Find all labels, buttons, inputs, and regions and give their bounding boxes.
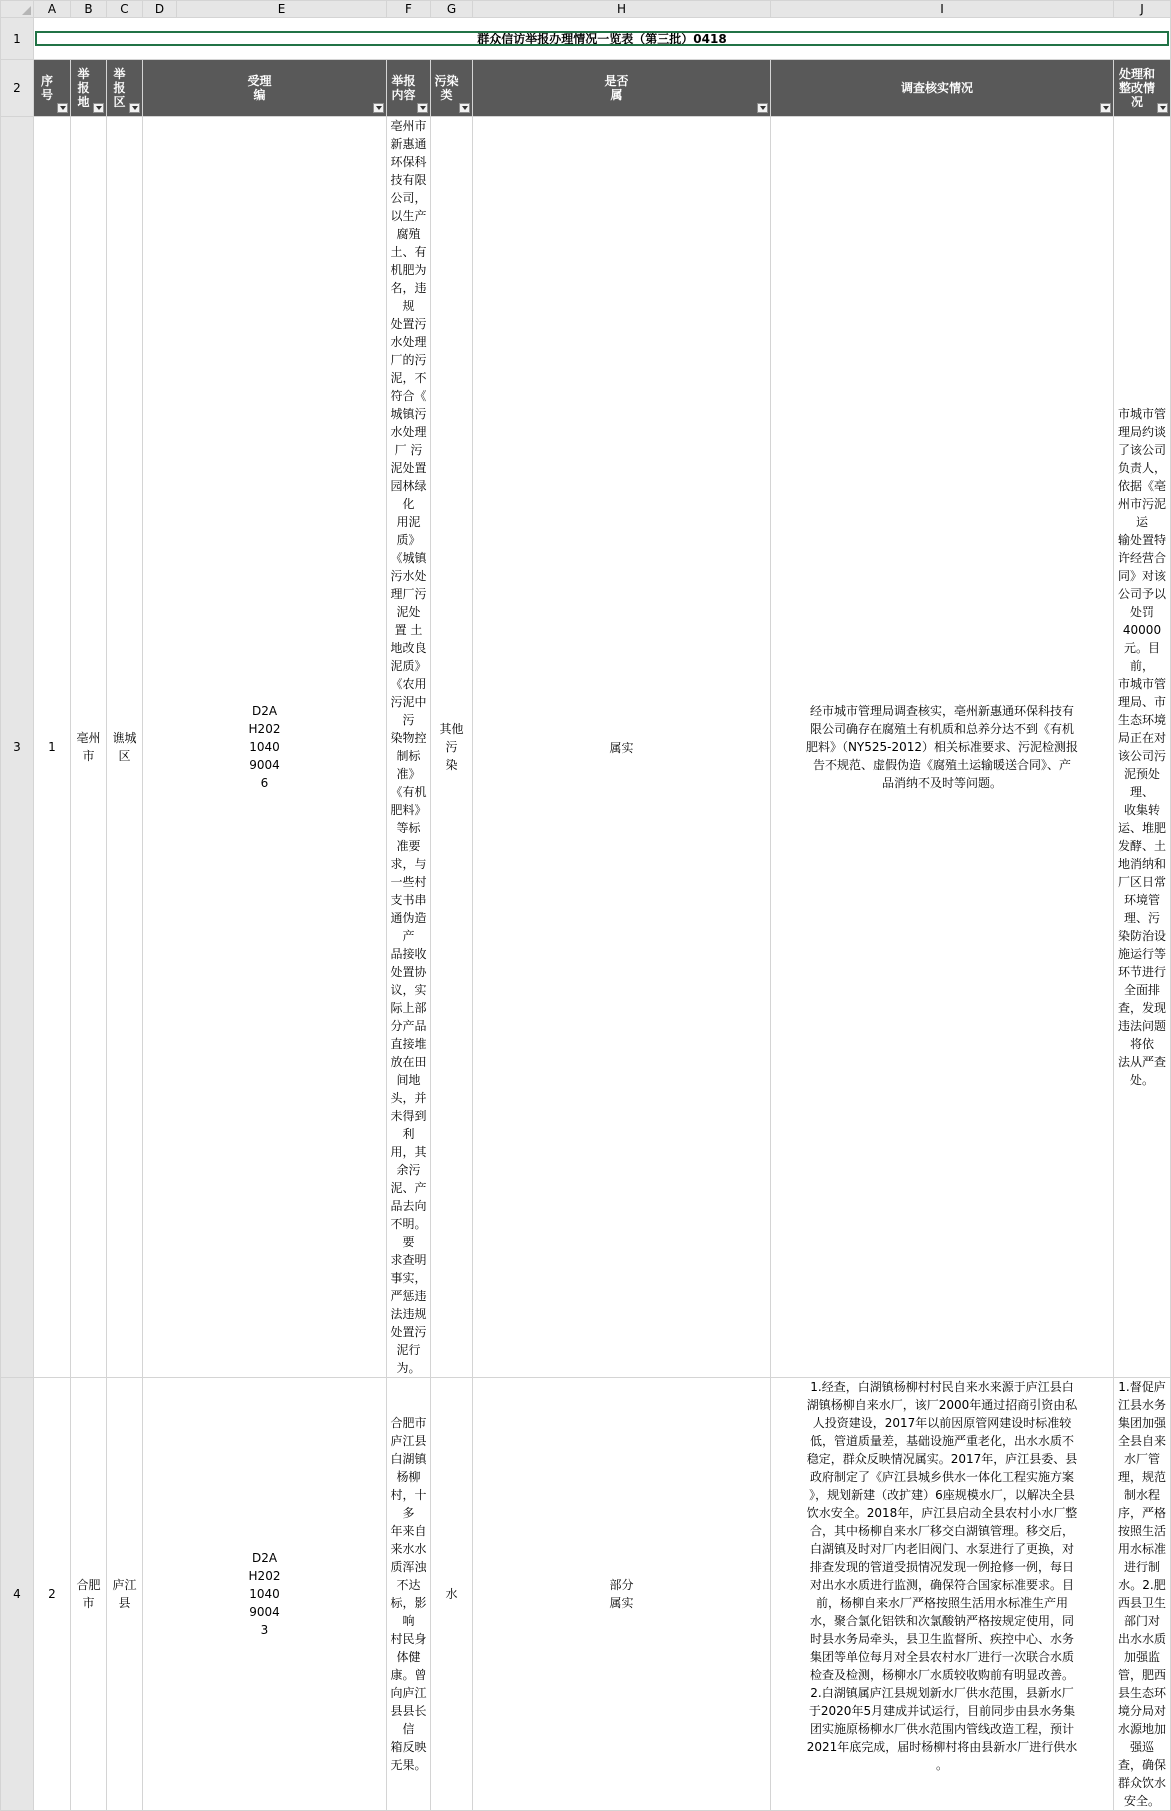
cell-place-text: 合肥 市 xyxy=(76,1578,101,1610)
cell-accept-no[interactable] xyxy=(143,1378,387,1811)
cell-investigation-text: 经市城市管理局调查核实，亳州新惠通环保科技有 限公司确存在腐殖土有机质和总养分达不到《有机 肥料》（NY525-2012）相关标准要求、污泥检测报 告不规范、虚假伪造《腐殖土运输暖送合同》、产 品消纳不及时等问题。 xyxy=(805,704,1079,790)
row-header-4[interactable]: 4 xyxy=(1,1378,34,1811)
row-header-3[interactable]: 3 xyxy=(1,117,34,1378)
cell-investigation[interactable] xyxy=(771,1378,1114,1811)
cell-district-text: 庐江 县 xyxy=(112,1578,137,1610)
column-header-a[interactable]: A xyxy=(34,1,71,18)
header-district[interactable] xyxy=(107,60,143,117)
cell-handling[interactable] xyxy=(1114,1378,1171,1811)
cell-pollution-text: 水 xyxy=(445,1587,458,1601)
cell-handling-text: 市城市管理局约谈了该公司负责人，依据《亳州市污泥运 输处置特许经营合同》对该公司予以处罚40000元。目前， 市城市管理局、市生态环境局正在对该公司污泥预处理、 收集转运、堆肥发酵、土地消纳和厂区日常环境管理、污 染防治设施运行等环节进行全面排查，发现违法问题将依 法从严查处。 xyxy=(1117,407,1166,1087)
cell-district-text: 谯城 区 xyxy=(112,731,137,763)
cell-content-text: 合肥市庐江县白湖镇杨柳村，十多 年来自来水水质浑浊不达标，影响 村民身体健康。曾向庐江县县长信 箱反映无果。 xyxy=(390,1416,427,1772)
row-header-2[interactable]: 2 xyxy=(1,60,34,117)
cell-place[interactable] xyxy=(71,117,107,1378)
cell-investigation-text: 1.经查，白湖镇杨柳村村民自来水来源于庐江县白 湖镇杨柳自来水厂，该厂2000年通过招商引资由私 人投资建设，2017年以前因原管网建设时标准较 低，管道质量差，基础设施严重老化，出水水质不 稳定，群众反映情况属实。2017年，庐江县委、县 政府制定了《庐江县城乡供水一体化工程实施方案 》，规划新建（改扩建）6座规模水厂，以解决全县 饮水安全。2018年，庐江县启动全县农村小水厂整 合，其中杨柳自来水厂移交白湖镇管理。移交后， 白湖镇及时对厂内老旧阀门、水泵进行了更换，对 排查发现的管道受损情况发现一例抢修一例，每日 对出水水质进行监测，确保符合国家标准要求。目 前，杨柳自来水厂严格按照生活用水标准生产用 水，聚合氯化铝铁和次氯酸钠严格按规定使用，同 时县水务局牵头，县卫生监督所、疾控中心、水务 集团等单位每月对全县农村水厂进行一次联合水质 检查及检测，杨柳水厂水质较收购前有明显改善。 2.白湖镇属庐江县规划新水厂供水范围，县新水厂 于2020年5月建成并试运行，目前同步由县水务集 团实施原杨柳水厂供水范围内管线改造工程，预计 2021年底完成，届时杨柳村将由县新水厂进行供水 。 xyxy=(806,1380,1078,1772)
header-investigation-label: 调查核实情况 xyxy=(900,81,973,95)
cell-pollution-text: 其他污 染 xyxy=(439,722,464,772)
title-cell[interactable] xyxy=(34,18,1171,60)
select-all-corner[interactable] xyxy=(1,1,34,18)
cell-district[interactable] xyxy=(107,1378,143,1811)
header-seq[interactable] xyxy=(34,60,71,117)
cell-accept-no-text: D2A H202 1040 9004 6 xyxy=(248,704,281,790)
cell-content[interactable] xyxy=(387,117,431,1378)
header-place-label: 举报 地 xyxy=(77,67,90,109)
column-header-g[interactable]: G xyxy=(431,1,473,18)
filter-dropdown-icon[interactable] xyxy=(1157,103,1168,113)
cell-accept-no[interactable] xyxy=(143,117,387,1378)
header-handling-label: 处理和整改情况 xyxy=(1118,67,1155,109)
table-row xyxy=(1,1378,1171,1811)
filter-dropdown-icon[interactable] xyxy=(1100,103,1111,113)
cell-place-text: 亳州 市 xyxy=(76,731,101,763)
column-header-e[interactable]: E xyxy=(177,1,387,18)
filter-dropdown-icon[interactable] xyxy=(57,103,68,113)
header-accept-no[interactable] xyxy=(143,60,387,117)
cell-seq[interactable]: 2 xyxy=(34,1378,71,1811)
filter-dropdown-icon[interactable] xyxy=(757,103,768,113)
cell-pollution[interactable] xyxy=(431,117,473,1378)
table-row xyxy=(1,117,1171,1378)
cell-handling[interactable] xyxy=(1114,117,1171,1378)
cell-content[interactable] xyxy=(387,1378,431,1811)
title-row xyxy=(1,18,1171,60)
header-content-label: 举报内容 xyxy=(391,74,416,102)
cell-pollution[interactable] xyxy=(431,1378,473,1811)
column-header-i[interactable]: I xyxy=(771,1,1114,18)
cell-content-text: 亳州市新惠通环保科技有限公司， 以生产腐殖土、有机肥为名，违规 处置污水处理厂的污泥，不符合《 城镇污水处理厂 污泥处置 园林绿化 用泥质》《城镇污水处理厂污泥处 置 土地改良泥质》《农用污泥中污 染物控制标准》《有机肥料》等标 准要求，与一些村支书串通伪造产 品接收处置协议，实际上部分产品 直接堆放在田间地头，并未得到利 用，其余污泥、产品去向不明。要 求查明事实，严惩违法违规处置污 泥行为。 xyxy=(390,119,427,1375)
column-header-d[interactable]: D xyxy=(143,1,177,18)
header-accept-no-label: 受理 编 xyxy=(247,74,272,102)
header-true-flag[interactable] xyxy=(473,60,771,117)
header-place[interactable] xyxy=(71,60,107,117)
cell-true-flag[interactable] xyxy=(473,1378,771,1811)
sheet-title: 群众信访举报办理情况一览表（第三批）0418 xyxy=(477,32,727,46)
column-header-b[interactable]: B xyxy=(71,1,107,18)
filter-dropdown-icon[interactable] xyxy=(373,103,384,113)
cell-true-flag-text: 部分 属实 xyxy=(609,1578,634,1610)
header-district-label: 举报 区 xyxy=(113,67,126,109)
column-header-h[interactable]: H xyxy=(473,1,771,18)
cell-accept-no-text: D2A H202 1040 9004 3 xyxy=(248,1551,281,1637)
cell-investigation[interactable] xyxy=(771,117,1114,1378)
cell-district[interactable] xyxy=(107,117,143,1378)
header-row xyxy=(1,60,1171,117)
filter-dropdown-icon[interactable] xyxy=(417,103,428,113)
column-header-c[interactable]: C xyxy=(107,1,143,18)
filter-dropdown-icon[interactable] xyxy=(129,103,140,113)
header-pollution-label: 污染 类 xyxy=(434,74,459,102)
filter-dropdown-icon[interactable] xyxy=(459,103,470,113)
header-seq-label: 序号 xyxy=(40,74,53,102)
column-header-f[interactable]: F xyxy=(387,1,431,18)
cell-handling-text: 1.督促庐江县水务集团加强全县自来水厂管理，规范制水程 序，严格按照生活用水标准进行制水。2.肥西县卫生部门对 出水水质加强监管，肥西县生态环境分局对水源地加强巡 查，确保群众饮水安全。 xyxy=(1117,1380,1166,1808)
cell-seq[interactable]: 1 xyxy=(34,117,71,1378)
header-true-flag-label: 是否 属 xyxy=(604,74,629,102)
column-header-row xyxy=(1,1,1171,18)
header-investigation[interactable] xyxy=(771,60,1114,117)
header-content[interactable] xyxy=(387,60,431,117)
cell-true-flag[interactable]: 属实 xyxy=(473,117,771,1378)
filter-dropdown-icon[interactable] xyxy=(93,103,104,113)
column-header-j[interactable]: J xyxy=(1114,1,1171,18)
cell-place[interactable] xyxy=(71,1378,107,1811)
header-handling[interactable] xyxy=(1114,60,1171,117)
row-header-1[interactable]: 1 xyxy=(1,18,34,60)
header-pollution[interactable] xyxy=(431,60,473,117)
